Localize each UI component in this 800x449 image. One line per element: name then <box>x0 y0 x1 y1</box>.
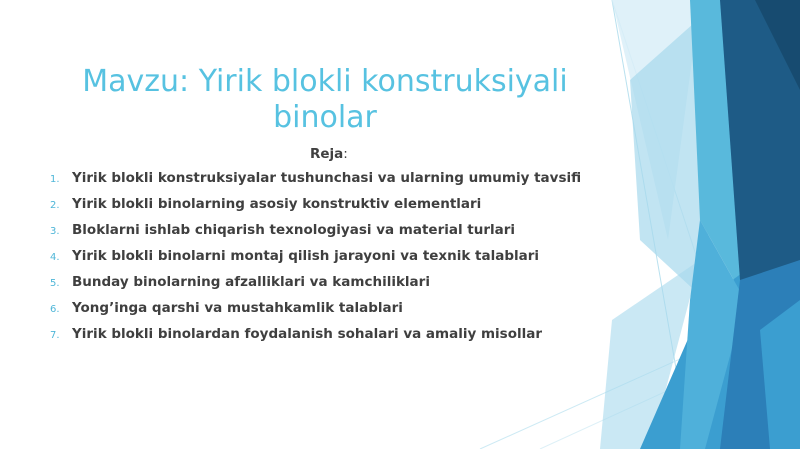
agenda-item-number: 5. <box>50 278 60 289</box>
slide-title <box>60 64 590 136</box>
plan-heading-colon: : <box>343 146 348 162</box>
agenda-item-text: Yong’inga qarshi va mustahkamlik talablari <box>72 300 403 316</box>
agenda-item-number: 7. <box>50 330 60 341</box>
agenda-item <box>50 170 581 196</box>
slide-title-line-2: binolar <box>273 100 377 136</box>
agenda-item-number: 3. <box>50 226 60 237</box>
agenda-item <box>50 222 581 248</box>
agenda-item <box>50 274 581 300</box>
agenda-item-text: Yirik blokli binolarning asosiy konstruktiv elementlari <box>72 196 482 212</box>
agenda-item-number: 1. <box>50 174 60 185</box>
agenda-item-text: Yirik blokli binolardan foydalanish sohalari va amaliy misollar <box>72 326 542 342</box>
plan-heading-text: Reja <box>310 146 344 162</box>
agenda-item-number: 6. <box>50 304 60 315</box>
slide-title-line-1: Mavzu: Yirik blokli konstruksiyali <box>82 64 568 100</box>
agenda-item-text: Yirik blokli binolarni montaj qilish jarayoni va texnik talablari <box>72 248 540 264</box>
agenda-item <box>50 196 581 222</box>
agenda-item-text: Bloklarni ishlab chiqarish texnologiyasi va material turlari <box>72 222 516 238</box>
agenda-list <box>50 170 581 352</box>
agenda-item-number: 2. <box>50 200 60 211</box>
agenda-item-text: Yirik blokli konstruksiyalar tushunchasi va ularning umumiy tavsifi <box>72 170 582 186</box>
agenda-item <box>50 248 581 274</box>
agenda-item <box>50 326 581 352</box>
agenda-item-text: Bunday binolarning afzalliklari va kamchiliklari <box>72 274 430 290</box>
agenda-item-number: 4. <box>50 252 60 263</box>
agenda-item <box>50 300 581 326</box>
plan-heading <box>310 146 348 162</box>
